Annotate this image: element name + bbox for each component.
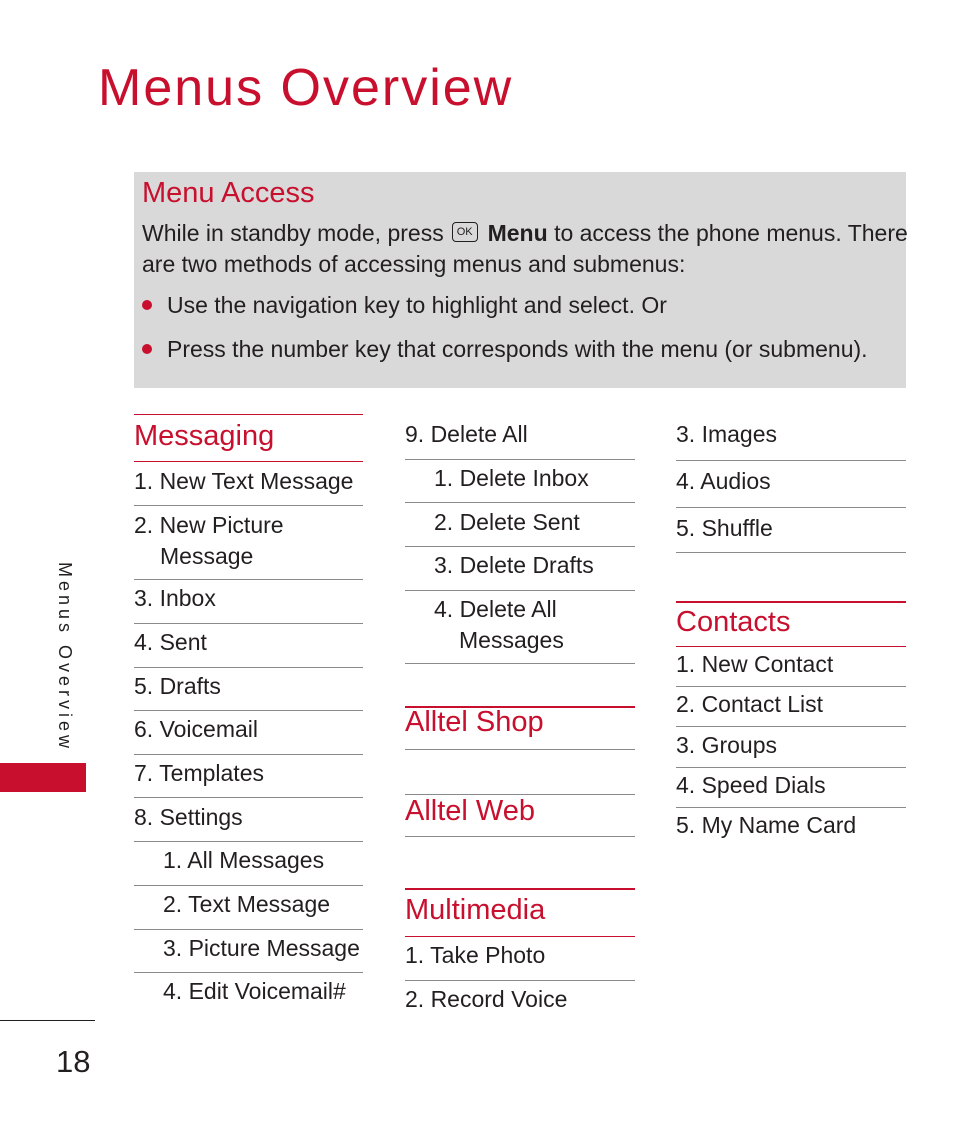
row-divider bbox=[405, 459, 635, 460]
menu-item: 5. Drafts bbox=[134, 673, 221, 699]
menu-item: 4. Audios bbox=[676, 468, 771, 494]
submenu-item: 1. All Messages bbox=[163, 847, 325, 873]
alltel-shop-heading: Alltel Shop bbox=[405, 706, 544, 738]
row-divider bbox=[405, 749, 635, 750]
submenu-item: 4. Delete All bbox=[434, 596, 557, 622]
access-text-before: While in standby mode, press bbox=[142, 220, 444, 246]
section-rule bbox=[134, 461, 363, 462]
row-divider bbox=[405, 663, 635, 664]
menu-item: 6. Voicemail bbox=[134, 716, 259, 742]
alltel-web-heading: Alltel Web bbox=[405, 795, 536, 827]
side-section-label: Menus Overview bbox=[55, 562, 75, 753]
bullet-dot-icon bbox=[142, 300, 152, 310]
menu-item: 2. Contact List bbox=[676, 691, 824, 717]
row-divider bbox=[134, 885, 363, 886]
bullet-text: Use the navigation key to highlight and select. Or bbox=[167, 292, 667, 318]
row-divider bbox=[405, 590, 635, 591]
row-divider bbox=[405, 546, 635, 547]
menu-item: 3. Images bbox=[676, 421, 777, 447]
bullet-item bbox=[142, 292, 667, 319]
menu-item: 5. My Name Card bbox=[676, 812, 857, 838]
side-tab-marker bbox=[0, 763, 86, 792]
multimedia-heading: Multimedia bbox=[405, 894, 546, 926]
messaging-heading: Messaging bbox=[134, 420, 275, 452]
menu-item: 5. Shuffle bbox=[676, 515, 773, 541]
bullet-item bbox=[142, 336, 868, 363]
row-divider bbox=[405, 980, 635, 981]
row-divider bbox=[134, 579, 363, 580]
section-rule bbox=[676, 601, 906, 603]
footer-rule bbox=[0, 1020, 95, 1021]
bullet-dot-icon bbox=[142, 344, 152, 354]
access-text-line2: are two methods of accessing menus and submenus: bbox=[142, 251, 686, 277]
menu-word: Menu bbox=[487, 220, 548, 246]
menu-item: 1. New Contact bbox=[676, 651, 834, 677]
menu-item: 2. Record Voice bbox=[405, 986, 568, 1012]
row-divider bbox=[134, 754, 363, 755]
row-divider bbox=[134, 841, 363, 842]
section-rule bbox=[134, 414, 363, 415]
row-divider bbox=[134, 797, 363, 798]
row-divider bbox=[676, 807, 906, 808]
row-divider bbox=[134, 667, 363, 668]
bullet-text: Press the number key that corresponds with the menu (or submenu). bbox=[167, 336, 868, 362]
row-divider bbox=[134, 929, 363, 930]
row-divider bbox=[676, 552, 906, 553]
submenu-item: Messages bbox=[459, 627, 564, 653]
menu-item: 7. Templates bbox=[134, 760, 264, 786]
submenu-item: 4. Edit Voicemail# bbox=[163, 978, 346, 1004]
row-divider bbox=[134, 623, 363, 624]
page-number: 18 bbox=[56, 1044, 91, 1079]
menu-item: 1. New Text Message bbox=[134, 468, 354, 494]
submenu-item: 3. Delete Drafts bbox=[434, 552, 594, 578]
submenu-item: 1. Delete Inbox bbox=[434, 465, 589, 491]
submenu-item: 2. Text Message bbox=[163, 891, 331, 917]
menu-item: 2. New Picture bbox=[134, 512, 284, 538]
row-divider bbox=[676, 726, 906, 727]
row-divider bbox=[134, 505, 363, 506]
row-divider bbox=[676, 460, 906, 461]
menu-item: 4. Speed Dials bbox=[676, 772, 826, 798]
menu-access-box bbox=[134, 172, 906, 388]
row-divider bbox=[676, 686, 906, 687]
menu-item: 4. Sent bbox=[134, 629, 207, 655]
submenu-item: 3. Picture Message bbox=[163, 935, 360, 961]
menu-item: 8. Settings bbox=[134, 804, 243, 830]
access-text-after: to access the phone menus. There bbox=[554, 220, 908, 246]
menu-access-paragraph bbox=[142, 218, 906, 280]
section-rule bbox=[676, 646, 906, 647]
page-title: Menus Overview bbox=[98, 59, 514, 117]
row-divider bbox=[405, 836, 635, 837]
row-divider bbox=[676, 507, 906, 508]
menu-item: 3. Inbox bbox=[134, 585, 216, 611]
menu-item: Message bbox=[160, 543, 254, 569]
submenu-item: 2. Delete Sent bbox=[434, 509, 580, 535]
menu-item: 9. Delete All bbox=[405, 421, 528, 447]
row-divider bbox=[134, 972, 363, 973]
section-rule bbox=[405, 888, 635, 890]
row-divider bbox=[405, 502, 635, 503]
ok-key-icon: OK bbox=[452, 222, 478, 242]
section-rule bbox=[405, 936, 635, 937]
menu-item: 3. Groups bbox=[676, 732, 777, 758]
contacts-heading: Contacts bbox=[676, 606, 791, 638]
menu-item: 1. Take Photo bbox=[405, 942, 546, 968]
menu-access-heading: Menu Access bbox=[142, 177, 315, 209]
row-divider bbox=[676, 767, 906, 768]
row-divider bbox=[134, 710, 363, 711]
